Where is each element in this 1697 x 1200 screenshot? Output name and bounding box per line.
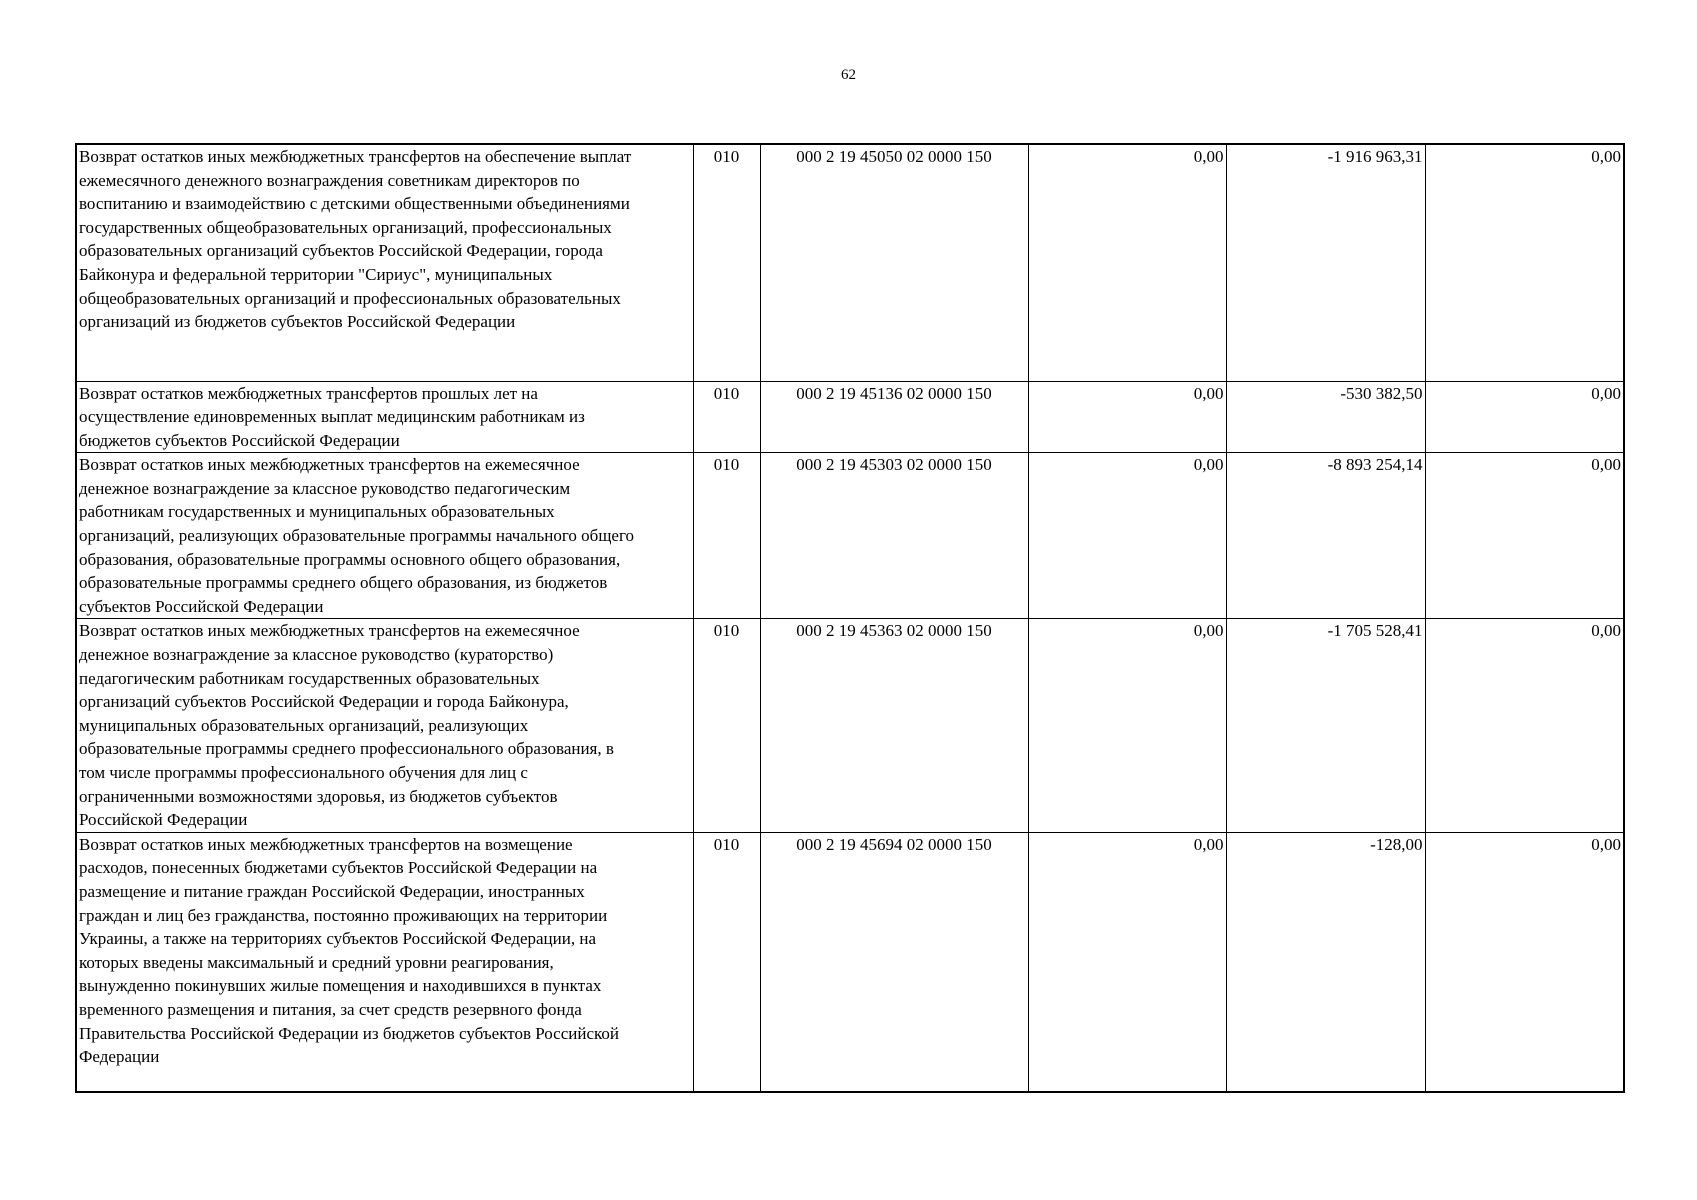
table-row xyxy=(76,381,1624,453)
row-budget-code: 000 2 19 45363 02 0000 150 xyxy=(760,619,1028,832)
row-value-3: 0,00 xyxy=(1425,144,1624,381)
row-value-3: 0,00 xyxy=(1425,453,1624,619)
row-value-1: 0,00 xyxy=(1028,453,1226,619)
row-name: Возврат остатков иных межбюджетных трансфертов на ежемесячное денежное вознаграждение за классное руководство (кураторство) педагогическим работникам государственных образовательных организаций субъектов Российской Федерации и города Байконура, муниципальных образовательных организаций, реализующих образовательные программы среднего профессионального образования, в том числе программы профессионального обучения для лиц с ограниченными возможностями здоровья, из бюджетов субъектов Российской Федерации xyxy=(76,619,693,832)
row-value-2: -8 893 254,14 xyxy=(1226,453,1425,619)
row-value-1: 0,00 xyxy=(1028,832,1226,1092)
row-value-1: 0,00 xyxy=(1028,144,1226,381)
row-code: 010 xyxy=(693,453,760,619)
row-code: 010 xyxy=(693,381,760,453)
page-number: 62 xyxy=(841,67,856,83)
row-code: 010 xyxy=(693,832,760,1092)
row-value-3: 0,00 xyxy=(1425,381,1624,453)
budget-table xyxy=(75,143,1625,1093)
table-row xyxy=(76,144,1624,381)
row-code: 010 xyxy=(693,144,760,381)
row-name: Возврат остатков иных межбюджетных трансфертов на возмещение расходов, понесенных бюджетами субъектов Российской Федерации на размещение и питание граждан Российской Федерации, иностранных граждан и лиц без гражданства, постоянно проживающих на территории Украины, а также на территориях субъектов Российской Федерации, на которых введены максимальный и средний уровни реагирования, вынужденно покинувших жилые помещения и находившихся в пунктах временного размещения и питания, за счет средств резервного фонда Правительства Российской Федерации из бюджетов субъектов Российской Федерации xyxy=(76,832,693,1092)
table-row xyxy=(76,832,1624,1092)
row-value-2: -1 705 528,41 xyxy=(1226,619,1425,832)
row-value-2: -530 382,50 xyxy=(1226,381,1425,453)
table-row xyxy=(76,453,1624,619)
row-value-2: -128,00 xyxy=(1226,832,1425,1092)
row-name: Возврат остатков иных межбюджетных трансфертов на ежемесячное денежное вознаграждение за классное руководство педагогическим работникам государственных и муниципальных образовательных организаций, реализующих образовательные программы начального общего образования, образовательные программы основного общего образования, образовательные программы среднего общего образования, из бюджетов субъектов Российской Федерации xyxy=(76,453,693,619)
row-value-3: 0,00 xyxy=(1425,619,1624,832)
row-name: Возврат остатков иных межбюджетных трансфертов на обеспечение выплат ежемесячного денежного вознаграждения советникам директоров по воспитанию и взаимодействию с детскими общественными объединениями государственных общеобразовательных организаций, профессиональных образовательных организаций субъектов Российской Федерации, города Байконура и федеральной территории "Сириус", муниципальных общеобразовательных организаций и профессиональных образовательных организаций из бюджетов субъектов Российской Федерации xyxy=(76,144,693,381)
row-budget-code: 000 2 19 45136 02 0000 150 xyxy=(760,381,1028,453)
row-name: Возврат остатков межбюджетных трансфертов прошлых лет на осуществление единовременных выплат медицинским работникам из бюджетов субъектов Российской Федерации xyxy=(76,381,693,453)
row-value-3: 0,00 xyxy=(1425,832,1624,1092)
row-value-1: 0,00 xyxy=(1028,381,1226,453)
row-budget-code: 000 2 19 45694 02 0000 150 xyxy=(760,832,1028,1092)
row-value-1: 0,00 xyxy=(1028,619,1226,832)
row-code: 010 xyxy=(693,619,760,832)
row-budget-code: 000 2 19 45303 02 0000 150 xyxy=(760,453,1028,619)
row-budget-code: 000 2 19 45050 02 0000 150 xyxy=(760,144,1028,381)
table-row xyxy=(76,619,1624,832)
row-value-2: -1 916 963,31 xyxy=(1226,144,1425,381)
